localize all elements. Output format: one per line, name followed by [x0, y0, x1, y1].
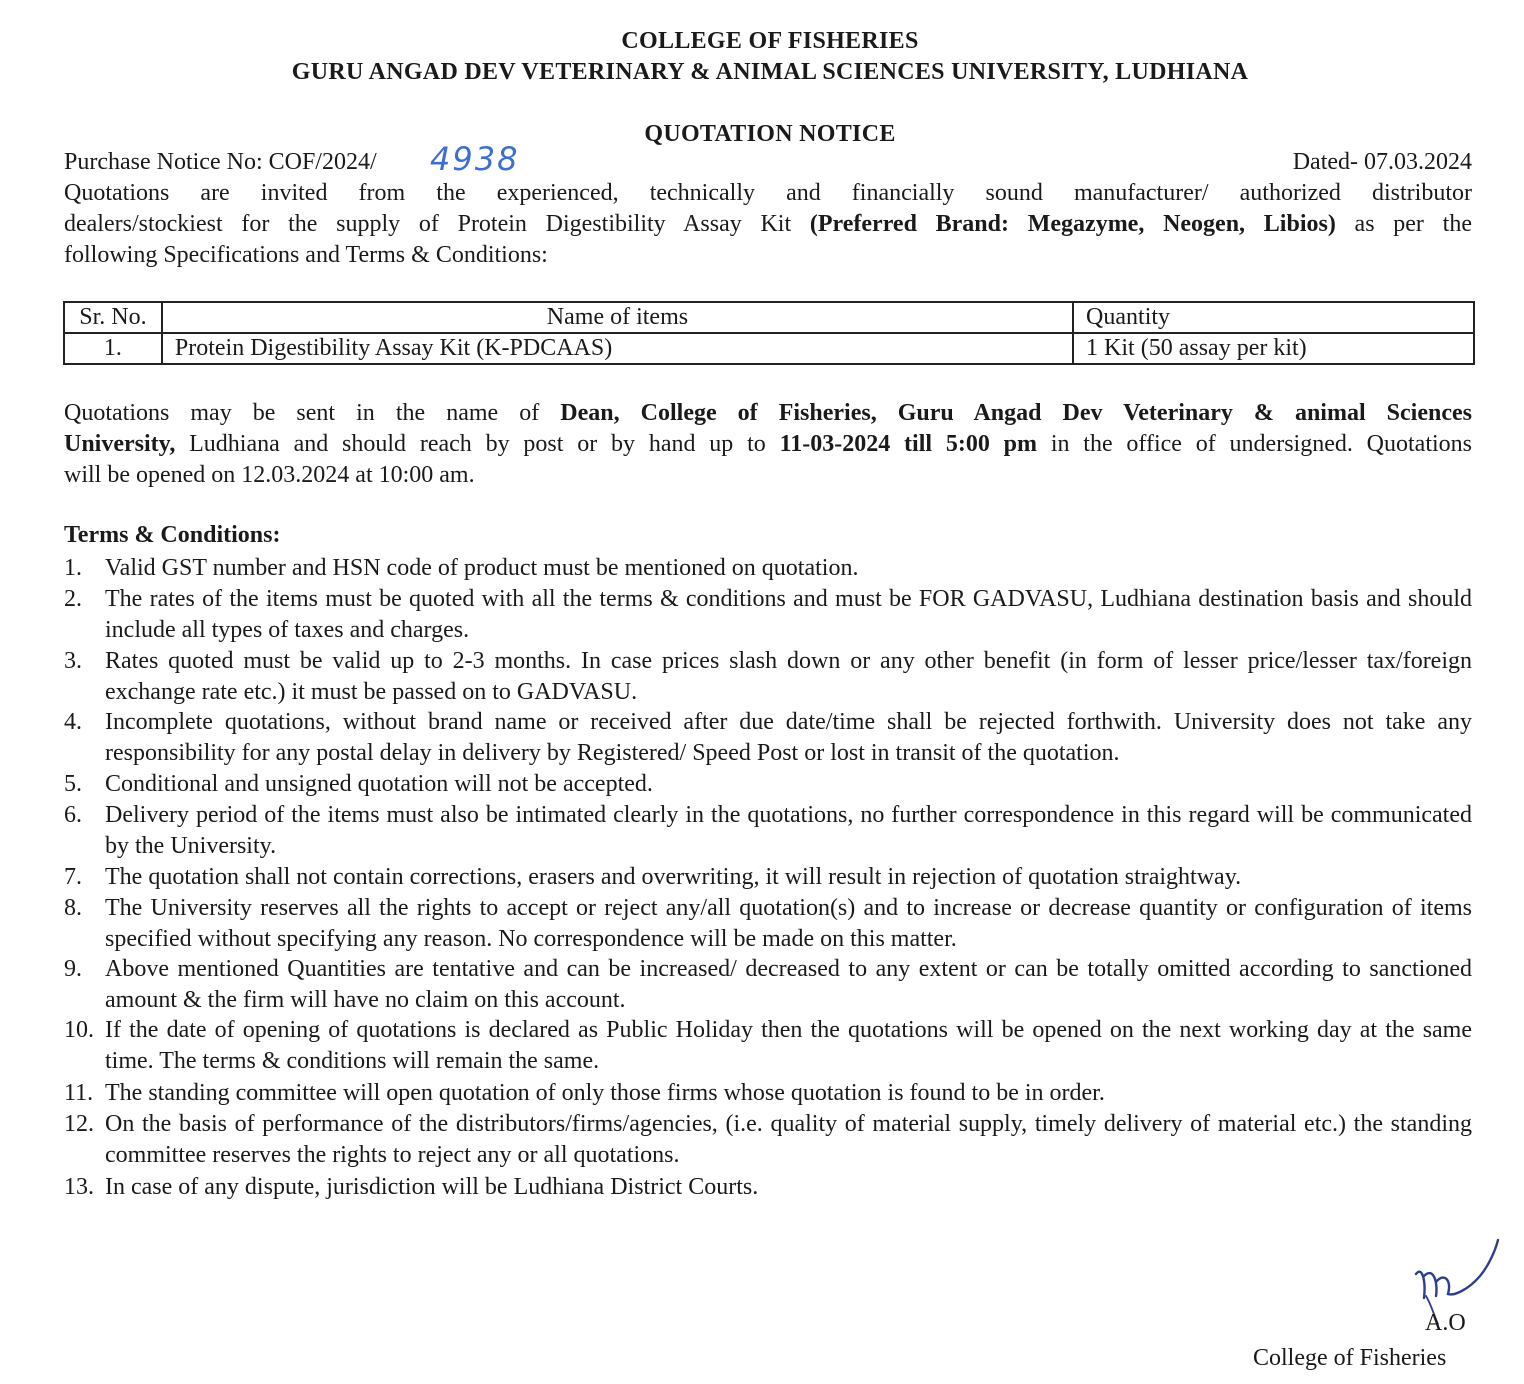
term-number: 10.	[64, 1017, 94, 1043]
intro-line-2	[64, 209, 1472, 240]
term-number: 9.	[64, 956, 82, 982]
intro-text: dealers/stockiest for the supply of Protein Digestibility Assay Kit	[64, 211, 810, 237]
preferred-brand: (Preferred Brand: Megazyme, Neogen, Libios)	[809, 211, 1336, 237]
terms-heading: Terms & Conditions:	[64, 522, 281, 548]
submission-text: Quotations may be sent in the name of	[64, 400, 561, 426]
submission-text-end: in the office of undersigned. Quotations	[1037, 431, 1473, 457]
term-text: Valid GST number and HSN code of product must be mentioned on quotation.	[105, 555, 859, 581]
list-item	[64, 1172, 1472, 1203]
term-number: 1.	[64, 555, 82, 581]
table-header-row	[64, 302, 1474, 333]
table-header-cell: Name of items	[162, 302, 1073, 333]
submission-line-1	[64, 398, 1472, 429]
term-number: 5.	[64, 771, 82, 797]
table-cell: Protein Digestibility Assay Kit (K-PDCAAS)	[162, 333, 1073, 364]
term-number: 11.	[64, 1080, 94, 1106]
term-text: The quotation shall not contain corrections, erasers and overwriting, it will result in rejection of quotation straightway.	[105, 864, 1242, 890]
term-text: The rates of the items must be quoted with all the terms & conditions and must be FOR GADVASU, Ludhiana destination basis and should include all types of taxes and charges.	[105, 586, 1472, 643]
handwritten-notice-number: 4938	[430, 140, 520, 178]
list-item	[64, 646, 1472, 708]
list-item	[64, 707, 1472, 769]
intro-text-end: as per the	[1335, 211, 1472, 237]
table-cell: 1.	[64, 333, 162, 364]
college-name: COLLEGE OF FISHERIES	[621, 28, 919, 54]
term-text: In case of any dispute, jurisdiction will be Ludhiana District Courts.	[105, 1174, 759, 1200]
term-number: 3.	[64, 648, 82, 674]
list-item	[64, 862, 1472, 893]
term-number: 4.	[64, 709, 82, 735]
term-text: Incomplete quotations, without brand name or received after due date/time shall be rejected forthwith. University does not take any responsibility for any postal delay in delivery by Registered/ Speed Post or lost in transit of the quotation.	[105, 709, 1472, 766]
table-row	[64, 333, 1474, 364]
term-number: 7.	[64, 864, 82, 890]
term-number: 8.	[64, 895, 82, 921]
list-item	[64, 1109, 1472, 1171]
university-name: GURU ANGAD DEV VETERINARY & ANIMAL SCIENCES UNIVERSITY, LUDHIANA	[291, 59, 1249, 85]
list-item	[64, 1015, 1472, 1077]
term-text: The University reserves all the rights to accept or reject any/all quotation(s) and to increase or decrease quantity or configuration of items specified without specifying any reason. No correspondence will be made on this matter.	[105, 895, 1472, 952]
list-item	[64, 584, 1472, 646]
term-number: 6.	[64, 802, 82, 828]
signatory-office: College of Fisheries	[1253, 1345, 1447, 1371]
term-text: If the date of opening of quotations is declared as Public Holiday then the quotations will be opened on the next working day at the same time. The terms & conditions will remain the same.	[105, 1017, 1472, 1074]
list-item	[64, 553, 1472, 584]
term-text: Conditional and unsigned quotation will not be accepted.	[105, 771, 653, 797]
table-header-cell: Sr. No.	[64, 302, 162, 333]
list-item	[64, 893, 1472, 955]
term-text: Above mentioned Quantities are tentative and can be increased/ decreased to any extent or can be totally omitted according to sanctioned amount & the firm will have no claim on this account.	[105, 956, 1472, 1013]
dean-address: Dean, College of Fisheries, Guru Angad Dev Veterinary & animal Sciences	[560, 400, 1472, 426]
signatory-designation: A.O	[1425, 1310, 1466, 1336]
purchase-notice-label: Purchase Notice No: COF/2024/	[64, 149, 377, 175]
term-text: Delivery period of the items must also be intimated clearly in the quotations, no further correspondence in this regard will be communicated by the University.	[105, 802, 1472, 859]
submission-text: Ludhiana and should reach by post or by hand up to	[175, 431, 780, 457]
university-word: University,	[64, 431, 176, 457]
list-item	[64, 1078, 1472, 1109]
intro-line-3: following Specifications and Terms & Conditions:	[64, 242, 548, 268]
submission-line-3: will be opened on 12.03.2024 at 10:00 am.	[64, 462, 475, 488]
list-item	[64, 954, 1472, 1016]
submission-line-2	[64, 429, 1472, 460]
term-text: The standing committee will open quotation of only those firms whose quotation is found to be in order.	[105, 1080, 1105, 1106]
items-table	[63, 301, 1475, 365]
table-header-cell: Quantity	[1073, 302, 1474, 333]
notice-title: QUOTATION NOTICE	[644, 121, 896, 147]
notice-date: Dated- 07.03.2024	[1292, 149, 1472, 175]
term-text: On the basis of performance of the distributors/firms/agencies, (i.e. quality of material supply, timely delivery of material etc.) the standing committee reserves the rights to reject any or all quotations.	[105, 1111, 1472, 1168]
term-text: Rates quoted must be valid up to 2-3 months. In case prices slash down or any other benefit (in form of lesser price/lesser tax/foreign exchange rate etc.) it must be passed on to GADVASU.	[105, 648, 1472, 705]
list-item	[64, 769, 1472, 800]
term-number: 12.	[64, 1111, 94, 1137]
deadline: 11-03-2024 till 5:00 pm	[779, 431, 1038, 457]
list-item	[64, 800, 1472, 862]
term-number: 2.	[64, 586, 82, 612]
term-number: 13.	[64, 1174, 94, 1200]
table-cell: 1 Kit (50 assay per kit)	[1073, 333, 1474, 364]
intro-line-1: Quotations are invited from the experienced, technically and financially sound manufacturer/ authorized distributor	[64, 180, 1472, 206]
